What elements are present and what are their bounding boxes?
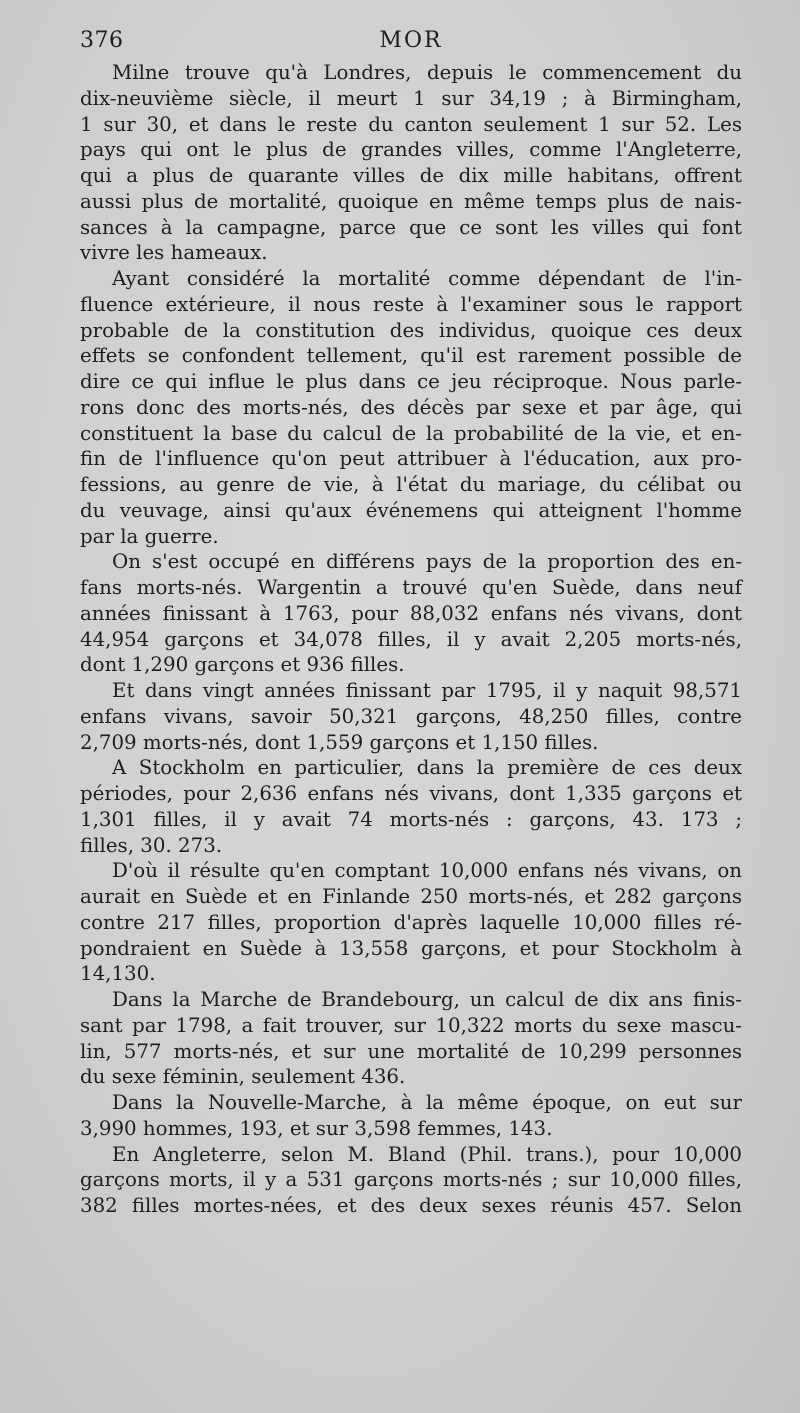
- paragraph-4: [80, 678, 742, 755]
- paragraph-6: [80, 858, 742, 987]
- text-line: pondraient en Suède à 13,558 garçons, et pour Stockholm à: [80, 936, 742, 960]
- text-line: 382 filles mortes-nées, et des deux sexes réunis 457. Selon: [80, 1194, 742, 1217]
- text-line: sances à la campagne, parce que ce sont les villes qui font: [80, 215, 742, 239]
- text-line: En Angleterre, selon M. Bland (Phil. trans.), pour 10,000: [112, 1142, 742, 1166]
- text-line: du veuvage, ainsi qu'aux événemens qui atteignent l'homme: [80, 498, 742, 522]
- text-line: enfans vivans, savoir 50,321 garçons, 48,250 filles, contre: [80, 704, 742, 728]
- text-line: par la guerre.: [80, 524, 219, 548]
- text-line: périodes, pour 2,636 enfans nés vivans, dont 1,335 garçons et: [80, 782, 742, 805]
- page-header: [80, 28, 742, 60]
- text-line: 14,130.: [80, 962, 156, 986]
- text-line: aurait en Suède et en Finlande 250 morts-nés, et 282 garçons: [80, 885, 742, 908]
- text-line: fans morts-nés. Wargentin a trouvé qu'en Suède, dans neuf: [80, 576, 742, 599]
- paragraph-9: [80, 1142, 742, 1219]
- text-line: constituent la base du calcul de la probabilité de la vie, et en-: [80, 421, 742, 445]
- text-line: qui a plus de quarante villes de dix mille habitans, offrent: [80, 164, 742, 187]
- text-line: sant par 1798, a fait trouver, sur 10,322 morts du sexe mascu-: [80, 1013, 742, 1037]
- text-line: probable de la constitution des individus, quoique ces deux: [80, 318, 742, 342]
- paragraph-2: [80, 266, 742, 549]
- text-line: Dans la Nouvelle-Marche, à la même époque, on eut sur: [112, 1091, 742, 1114]
- text-line: 44,954 garçons et 34,078 filles, il y avait 2,205 morts-nés,: [80, 627, 742, 651]
- show-through-bleed: [100, 1248, 740, 1318]
- text-line: dix-neuvième siècle, il meurt 1 sur 34,19 ; à Birmingham,: [80, 86, 742, 110]
- text-line: aussi plus de mortalité, quoique en même temps plus de nais-: [80, 189, 742, 213]
- text-line: On s'est occupé en différens pays de la proportion des en-: [112, 550, 742, 574]
- text-line: D'où il résulte qu'en comptant 10,000 enfans nés vivans, on: [112, 859, 742, 883]
- text-line: pays qui ont le plus de grandes villes, comme l'Angleterre,: [80, 138, 742, 162]
- text-line: années finissant à 1763, pour 88,032 enfans nés vivans, dont: [80, 601, 742, 625]
- text-line: fluence extérieure, il nous reste à l'examiner sous le rapport: [80, 292, 742, 316]
- running-title: MOR: [379, 28, 443, 53]
- page-number: 376: [80, 28, 124, 53]
- text-line: du sexe féminin, seulement 436.: [80, 1065, 406, 1089]
- text-line: rons donc des morts-nés, des décès par sexe et par âge, qui: [80, 395, 742, 419]
- paragraph-7: [80, 987, 742, 1090]
- text-line: fessions, au genre de vie, à l'état du mariage, du célibat ou: [80, 473, 742, 496]
- text-line: dont 1,290 garçons et 936 filles.: [80, 653, 405, 677]
- text-line: fin de l'influence qu'on peut attribuer à l'éducation, aux pro-: [80, 447, 742, 471]
- text-line: effets se confondent tellement, qu'il est rarement possible de: [80, 344, 742, 368]
- text-line: 3,990 hommes, 193, et sur 3,598 femmes, 143.: [80, 1116, 553, 1140]
- text-line: 1,301 filles, il y avait 74 morts-nés : garçons, 43. 173 ;: [80, 807, 742, 831]
- text-line: lin, 577 morts-nés, et sur une mortalité de 10,299 personnes: [80, 1039, 742, 1063]
- text-line: 2,709 morts-nés, dont 1,559 garçons et 1,150 filles.: [80, 730, 599, 754]
- paragraph-5: [80, 755, 742, 858]
- text-line: vivre les hameaux.: [80, 241, 268, 265]
- text-line: Et dans vingt années finissant par 1795, il y naquit 98,571: [112, 679, 742, 702]
- text-line: garçons morts, il y a 531 garçons morts-nés ; sur 10,000 filles,: [80, 1168, 742, 1192]
- text-line: filles, 30. 273.: [80, 833, 223, 857]
- paragraph-3: [80, 549, 742, 678]
- text-line: A Stockholm en particulier, dans la première de ces deux: [112, 756, 742, 780]
- text-line: Milne trouve qu'à Londres, depuis le commencement du: [112, 61, 742, 84]
- paragraph-8: [80, 1090, 742, 1142]
- text-line: dire ce qui influe le plus dans ce jeu réciproque. Nous parle-: [80, 370, 742, 393]
- text-line: 1 sur 30, et dans le reste du canton seulement 1 sur 52. Les: [80, 112, 742, 136]
- text-line: Ayant considéré la mortalité comme dépendant de l'in-: [112, 267, 742, 290]
- body-text: [80, 60, 742, 1219]
- text-line: contre 217 filles, proportion d'après laquelle 10,000 filles ré-: [80, 910, 742, 934]
- text-line: Dans la Marche de Brandebourg, un calcul de dix ans finis-: [112, 988, 742, 1011]
- paragraph-1: [80, 60, 742, 266]
